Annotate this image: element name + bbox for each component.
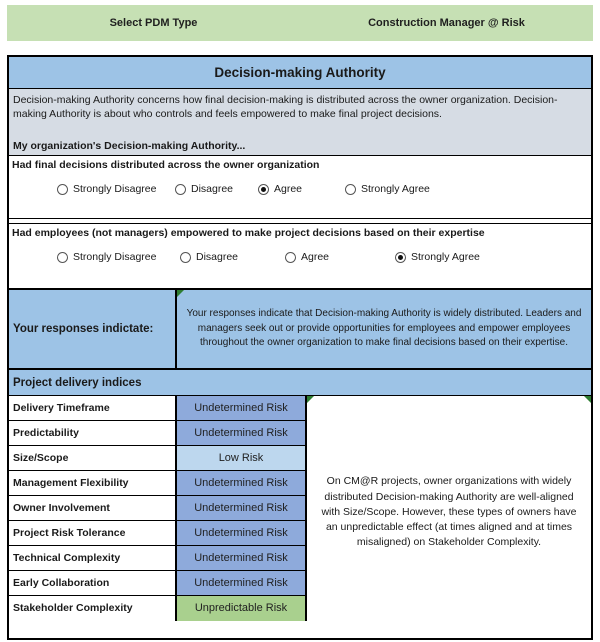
table-row xyxy=(9,546,307,571)
radio-label: Strongly Agree xyxy=(411,251,480,263)
responses-label-cell xyxy=(9,290,177,368)
radio-label: Strongly Disagree xyxy=(73,251,157,263)
radio-icon[interactable] xyxy=(345,184,356,195)
question-2-options xyxy=(9,251,591,263)
pdm-type-label-cell xyxy=(7,17,300,29)
table-row xyxy=(9,446,307,471)
pdm-type-label: Select PDM Type xyxy=(109,17,198,29)
radio-label: Disagree xyxy=(196,251,239,263)
indices-header: Project delivery indices xyxy=(9,370,591,396)
risk-badge: Undetermined Risk xyxy=(177,471,307,495)
risk-badge: Undetermined Risk xyxy=(177,421,307,445)
index-label: Owner Involvement xyxy=(9,496,177,520)
table-row xyxy=(9,396,307,421)
radio-icon[interactable] xyxy=(180,252,191,263)
index-label: Delivery Timeframe xyxy=(9,396,177,420)
intro-prompt: My organization's Decision-making Authority... xyxy=(13,140,246,152)
table-row xyxy=(9,421,307,446)
risk-badge: Unpredictable Risk xyxy=(177,596,307,621)
table-row xyxy=(9,571,307,596)
comment-flag-icon xyxy=(307,396,314,403)
table-row xyxy=(9,596,307,621)
risk-badge: Undetermined Risk xyxy=(177,396,307,420)
question-1-options xyxy=(9,183,591,195)
risk-badge: Low Risk xyxy=(177,446,307,470)
section-title: Decision-making Authority xyxy=(9,57,591,89)
radio-agree[interactable] xyxy=(285,251,395,263)
table-row xyxy=(9,521,307,546)
radio-icon[interactable] xyxy=(57,184,68,195)
radio-icon[interactable] xyxy=(57,252,68,263)
question-1-text: Had final decisions distributed across the owner organization xyxy=(12,159,320,171)
index-label: Project Risk Tolerance xyxy=(9,521,177,545)
responses-section xyxy=(9,290,591,370)
alignment-note-box xyxy=(307,396,591,629)
responses-text: Your responses indicate that Decision-making Authority is widely distributed. Leaders and managers seek out or provide opportunities for employees and empower employees throughout the owner organization to make final decisions based on their expertise. xyxy=(186,308,582,349)
index-label: Predictability xyxy=(9,421,177,445)
radio-agree[interactable] xyxy=(258,183,345,195)
index-label: Stakeholder Complexity xyxy=(9,596,177,621)
index-label: Technical Complexity xyxy=(9,546,177,570)
radio-disagree[interactable] xyxy=(180,251,285,263)
radio-label: Disagree xyxy=(191,183,234,195)
risk-badge: Undetermined Risk xyxy=(177,546,307,570)
intro-description: Decision-making Authority concerns how final decision-making is distributed across the owner organization. Decision-making Authority is about who controls and feels empowered to make final project decisions. xyxy=(13,94,558,121)
question-2-text: Had employees (not managers) empowered to make project decisions based on their expertise xyxy=(12,227,485,239)
alignment-note-text: On CM@R projects, owner organizations with widely distributed Decision-making Authority are well-aligned with Size/Scope. However, these types of owners have an unpredictable effect (at times aligned and at times misaligned) on Stakeholder Complexity. xyxy=(321,475,577,549)
radio-icon[interactable] xyxy=(175,184,186,195)
pdm-type-bar xyxy=(7,5,593,41)
risk-badge: Undetermined Risk xyxy=(177,496,307,520)
question-2 xyxy=(9,224,591,290)
decision-authority-panel xyxy=(7,55,593,640)
index-label: Management Flexibility xyxy=(9,471,177,495)
radio-disagree[interactable] xyxy=(175,183,258,195)
responses-text-cell xyxy=(177,290,591,368)
radio-label: Agree xyxy=(301,251,330,263)
radio-icon[interactable] xyxy=(285,252,296,263)
radio-icon[interactable] xyxy=(258,184,269,195)
indices-body xyxy=(9,396,591,629)
radio-label: Agree xyxy=(274,183,303,195)
comment-flag-icon xyxy=(584,396,591,403)
pdm-type-value-cell[interactable] xyxy=(300,17,593,29)
risk-badge: Undetermined Risk xyxy=(177,571,307,595)
radio-strongly-disagree[interactable] xyxy=(57,183,175,195)
table-row xyxy=(9,496,307,521)
radio-label: Strongly Disagree xyxy=(73,183,157,195)
comment-flag-icon xyxy=(177,290,184,297)
radio-strongly-agree[interactable] xyxy=(395,251,480,263)
indices-table xyxy=(9,396,307,629)
pdm-type-value[interactable]: Construction Manager @ Risk xyxy=(368,17,525,29)
radio-strongly-disagree[interactable] xyxy=(57,251,180,263)
intro-section xyxy=(9,89,591,156)
radio-icon[interactable] xyxy=(395,252,406,263)
responses-label: Your responses indictate: xyxy=(13,323,154,335)
radio-label: Strongly Agree xyxy=(361,183,430,195)
question-1 xyxy=(9,156,591,219)
risk-badge: Undetermined Risk xyxy=(177,521,307,545)
index-label: Early Collaboration xyxy=(9,571,177,595)
radio-strongly-agree[interactable] xyxy=(345,183,430,195)
table-row xyxy=(9,471,307,496)
index-label: Size/Scope xyxy=(9,446,177,470)
